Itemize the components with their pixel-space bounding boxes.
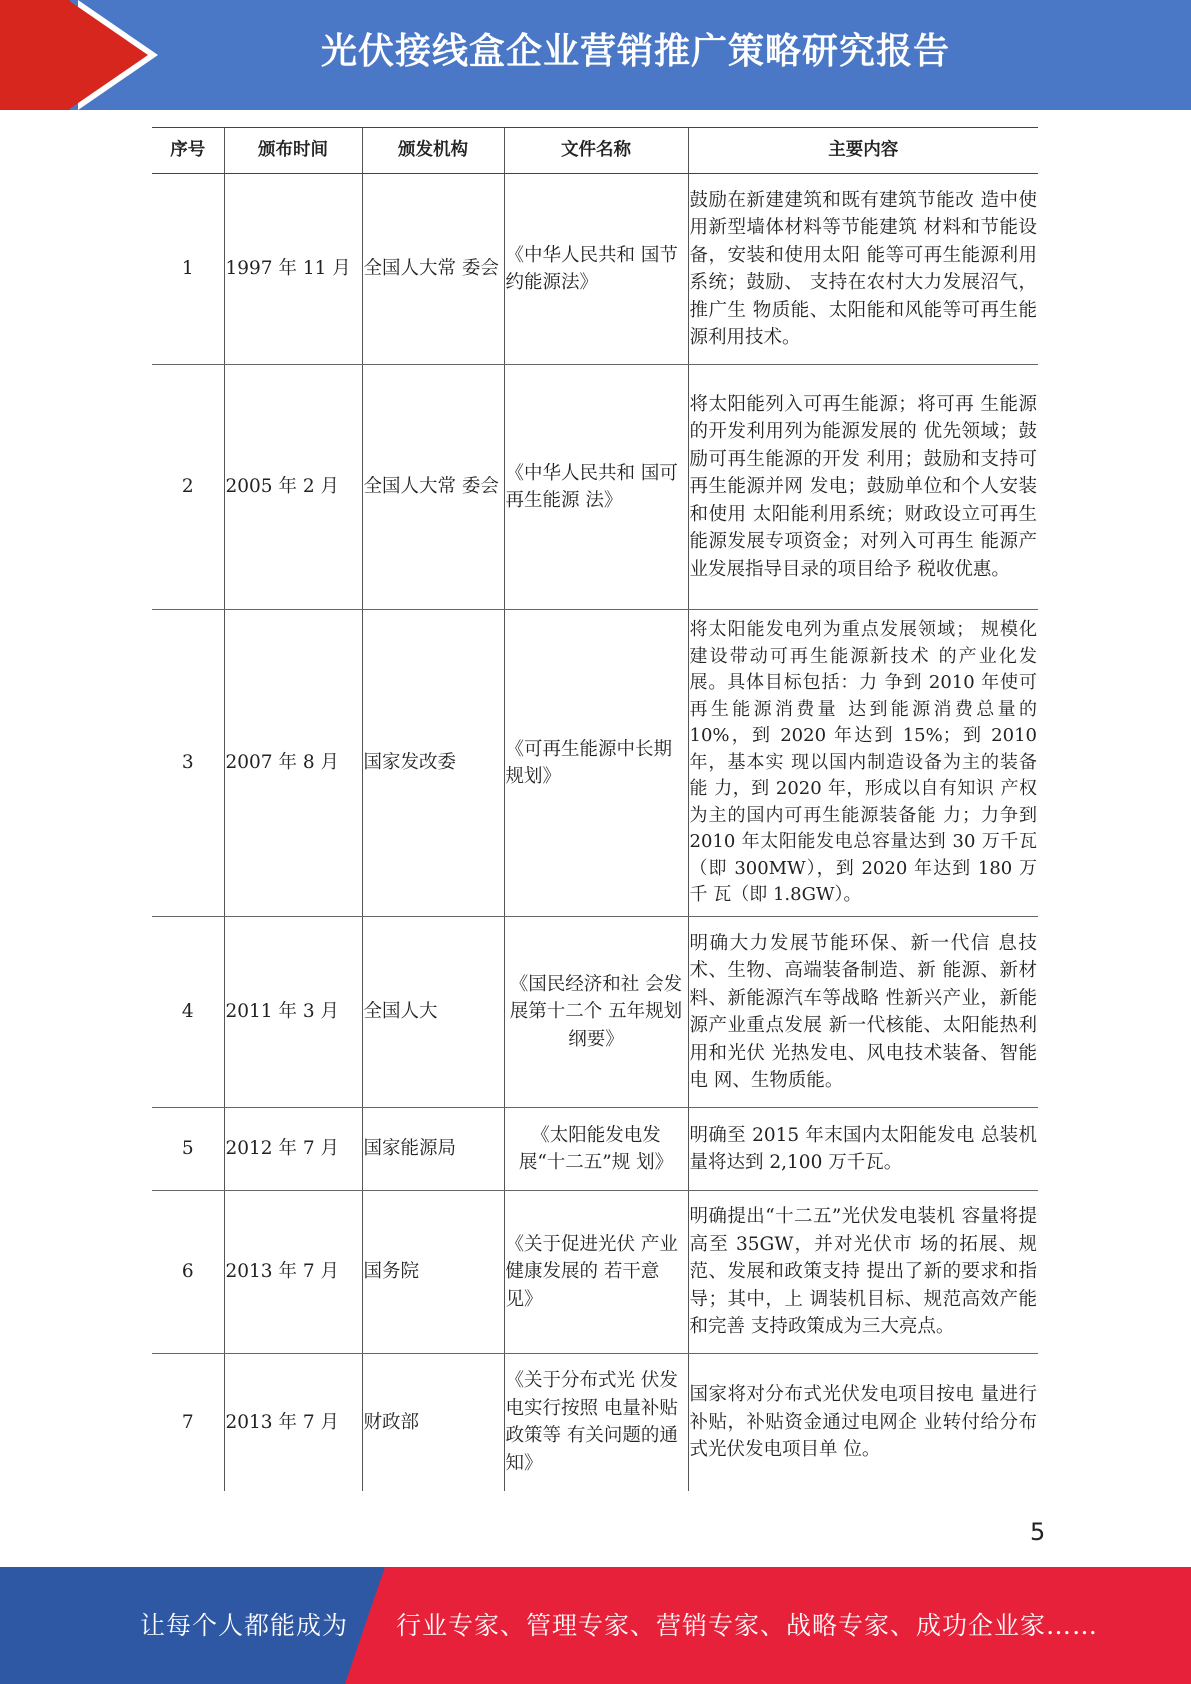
cell-seq: 6: [152, 1191, 224, 1354]
table-row: [152, 610, 1038, 917]
cell-doc-name: 《太阳能发电发 展“十二五”规 划》: [504, 1108, 688, 1191]
cell-doc-name: 《中华人民共和 国节约能源法》: [504, 174, 688, 365]
cell-content: 明确大力发展节能环保、新一代信 息技术、生物、高端装备制造、新 能源、新材料、新能源汽车等战略 性新兴产业，新能源产业重点发展 新一代核能、太阳能热利用和光伏 光热发电、风电技术装备、智能电 网、生物质能。: [688, 917, 1038, 1108]
cell-date: 2012 年 7 月: [224, 1108, 362, 1191]
table-header-row: [152, 128, 1038, 174]
cell-org: 国家发改委: [362, 610, 504, 917]
table-row: [152, 1108, 1038, 1191]
cell-date: 1997 年 11 月: [224, 174, 362, 365]
cell-org: 财政部: [362, 1354, 504, 1491]
cell-content: 明确提出“十二五”光伏发电装机 容量将提高至 35GW，并对光伏市 场的拓展、规范、发展和政策支持 提出了新的要求和指导；其中，上 调装机目标、规范高效产能和完善 支持政策成为三大亮点。: [688, 1191, 1038, 1354]
header-banner: [0, 0, 1191, 110]
cell-doc-name: 《国民经济和社 会发展第十二个 五年规划纲要》: [504, 917, 688, 1108]
header-org: 颁发机构: [362, 128, 504, 174]
header-red-block: [0, 0, 70, 110]
footer-banner: [0, 1567, 1191, 1684]
cell-seq: 2: [152, 365, 224, 610]
cell-org: 国家能源局: [362, 1108, 504, 1191]
cell-content: 鼓励在新建建筑和既有建筑节能改 造中使用新型墙体材料等节能建筑 材料和节能设备，安装和使用太阳 能等可再生能源利用系统；鼓励、 支持在农村大力发展沼气，推广生 物质能、太阳能和风能等可再生能 源利用技术。: [688, 174, 1038, 365]
cell-seq: 3: [152, 610, 224, 917]
policy-table: [152, 127, 1038, 1491]
report-title: 光伏接线盒企业营销推广策略研究报告: [320, 31, 950, 72]
header-doc-name: 文件名称: [504, 128, 688, 174]
cell-date: 2013 年 7 月: [224, 1354, 362, 1491]
table-row: [152, 917, 1038, 1108]
cell-doc-name: 《中华人民共和 国可再生能源 法》: [504, 365, 688, 610]
header-date: 颁布时间: [224, 128, 362, 174]
cell-content: 国家将对分布式光伏发电项目按电 量进行补贴，补贴资金通过电网企 业转付给分布式光伏发电项目单 位。: [688, 1354, 1038, 1491]
chevron-red-shape: [68, 0, 148, 110]
cell-date: 2013 年 7 月: [224, 1191, 362, 1354]
cell-date: 2011 年 3 月: [224, 917, 362, 1108]
cell-doc-name: 《可再生能源中长期规划》: [504, 610, 688, 917]
table-row: [152, 365, 1038, 610]
footer-slogan-right: 行业专家、管理专家、营销专家、战略专家、成功企业家……: [396, 1611, 1099, 1640]
cell-seq: 4: [152, 917, 224, 1108]
table-row: [152, 1191, 1038, 1354]
cell-seq: 1: [152, 174, 224, 365]
cell-org: 国务院: [362, 1191, 504, 1354]
cell-org: 全国人大: [362, 917, 504, 1108]
cell-content: 将太阳能列入可再生能源；将可再 生能源的开发利用列为能源发展的 优先领域；鼓励可再生能源的开发 利用；鼓励和支持可再生能源并网 发电；鼓励单位和个人安装和使用 太阳能利用系统；财政设立可再生 能源发展专项资金；对列入可再生 能源产业发展指导目录的项目给予 税收优惠。: [688, 365, 1038, 610]
cell-date: 2005 年 2 月: [224, 365, 362, 610]
page-number: 5: [1030, 1518, 1046, 1546]
cell-org: 全国人大常 委会: [362, 174, 504, 365]
cell-doc-name: 《关于促进光伏 产业健康发展的 若干意见》: [504, 1191, 688, 1354]
cell-doc-name: 《关于分布式光 伏发电实行按照 电量补贴政策等 有关问题的通 知》: [504, 1354, 688, 1491]
cell-org: 全国人大常 委会: [362, 365, 504, 610]
cell-seq: 7: [181, 1411, 194, 1433]
cell-content: 将太阳能发电列为重点发展领域； 规模化建设带动可再生能源新技术 的产业化发展。具体目标包括：力 争到 2010 年使可再生能源消费量 达到能源消费总量的 10%，到 2020 年达到 15%；到 2010 年，基本实 现以国内制造设备为主的装备能 力，到 2020 年，形成以自有知识 产权为主的国内可再生能源装备能 力；力争到 2010 年太阳能发电总容量达到 30 万千瓦（即 300MW），到 2020 年达到 180 万千 瓦（即 1.8GW）。: [688, 610, 1038, 917]
footer-blue-slant: [345, 1567, 385, 1684]
cell-seq: 5: [152, 1108, 224, 1191]
cell-date: 2007 年 8 月: [224, 610, 362, 917]
header-seq: 序号: [152, 128, 224, 174]
cell-content: 明确至 2015 年末国内太阳能发电 总装机量将达到 2,100 万千瓦。: [688, 1108, 1038, 1191]
footer-slogan-left: 让每个人都能成为: [140, 1611, 349, 1640]
table-row: [152, 174, 1038, 365]
table-row: [152, 1354, 1038, 1491]
header-content: 主要内容: [688, 128, 1038, 174]
